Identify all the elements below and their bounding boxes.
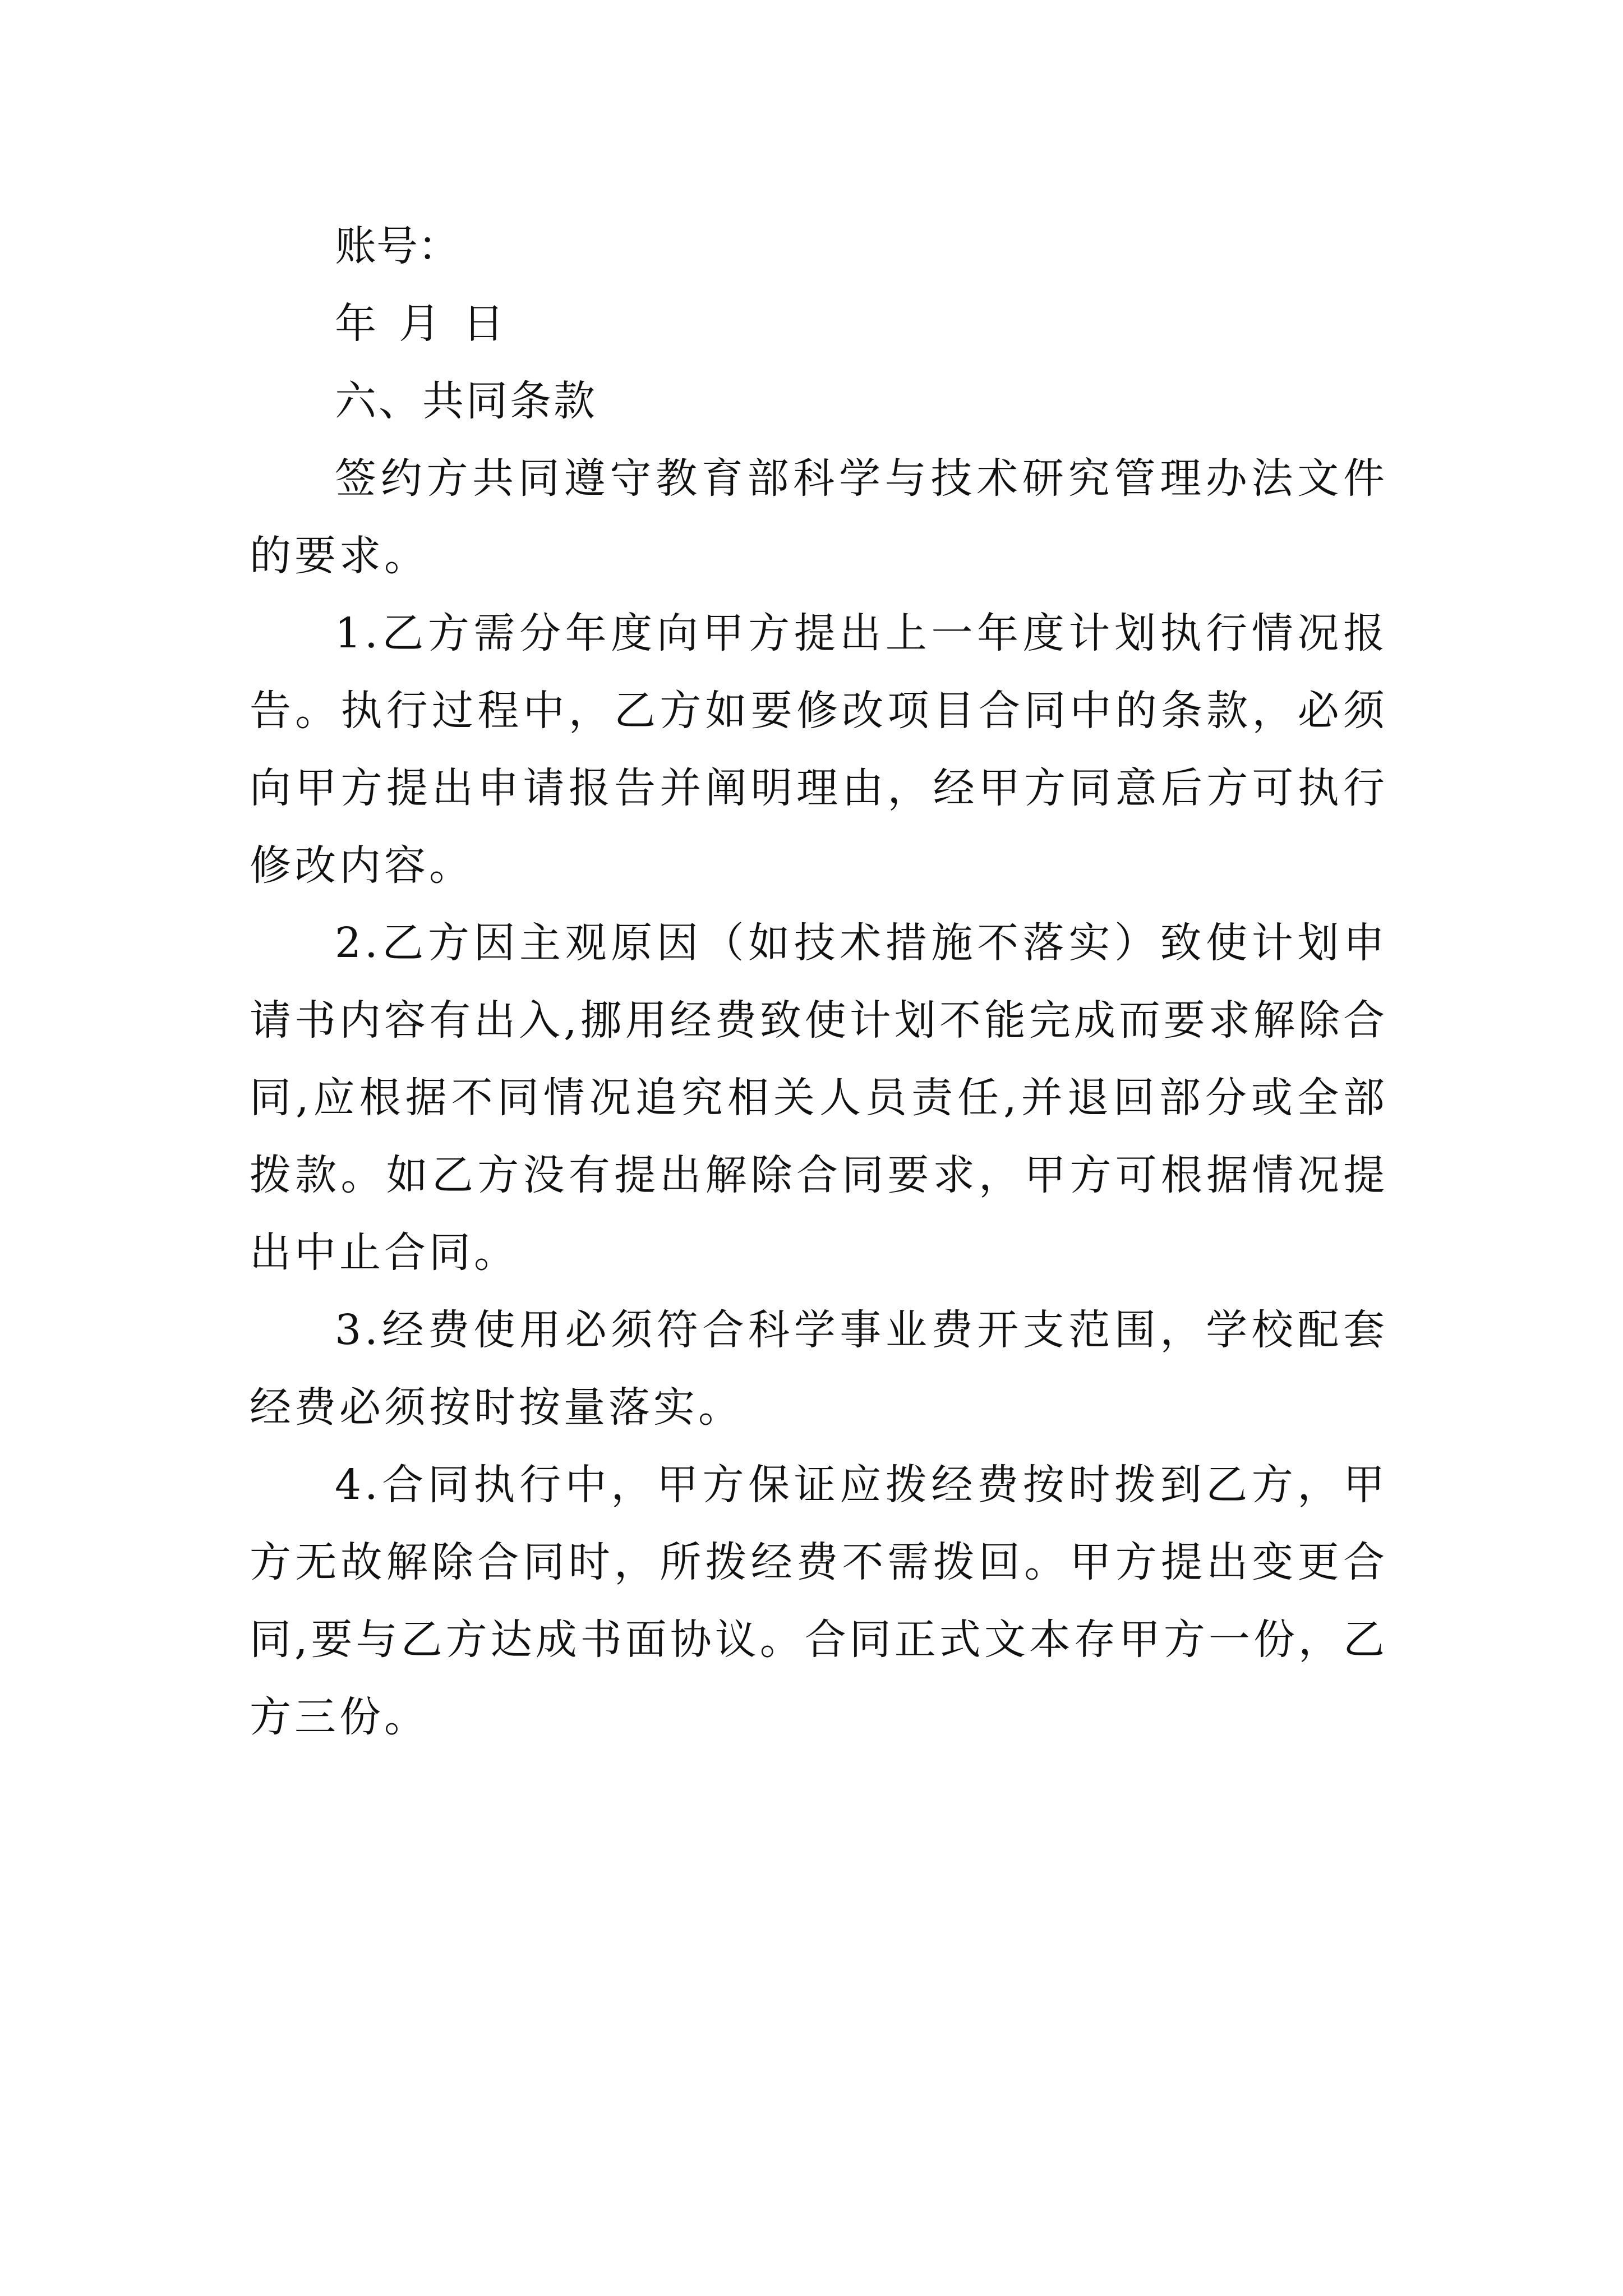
- date-year: 年: [335, 300, 376, 348]
- document-body: [250, 208, 1388, 1756]
- intro-paragraph: 签约方共同遵守教育部科学与技术研究管理办法文件的要求。: [250, 454, 1388, 580]
- clause-2: 2.乙方因主观原因（如技术措施不落实）致使计划申请书内容有出入,挪用经费致使计划不能完成而要求解除合同,应根据不同情况追究相关人员责任,并退回部分或全部拨款。如乙方没有提出解除合同要求，甲方可根据情况提出中止合同。: [250, 919, 1388, 1277]
- section-heading: 六、共同条款: [335, 377, 597, 425]
- date-month: 月: [399, 300, 440, 348]
- clause-1: 1.乙方需分年度向甲方提出上一年度计划执行情况报告。执行过程中，乙方如要修改项目合同中的条款，必须向甲方提出申请报告并阐明理由，经甲方同意后方可执行修改内容。: [250, 609, 1388, 890]
- date-line: [250, 285, 1388, 362]
- date-day: 日: [463, 300, 504, 348]
- clause-4: 4.合同执行中，甲方保证应拨经费按时拨到乙方，甲方无故解除合同时，所拨经费不需拨回。甲方提出变更合同,要与乙方达成书面协议。合同正式文本存甲方一份，乙方三份。: [250, 1461, 1388, 1741]
- account-label: 账号：: [335, 222, 459, 270]
- clause-3: 3.经费使用必须符合科学事业费开支范围，学校配套经费必须按时按量落实。: [250, 1306, 1388, 1432]
